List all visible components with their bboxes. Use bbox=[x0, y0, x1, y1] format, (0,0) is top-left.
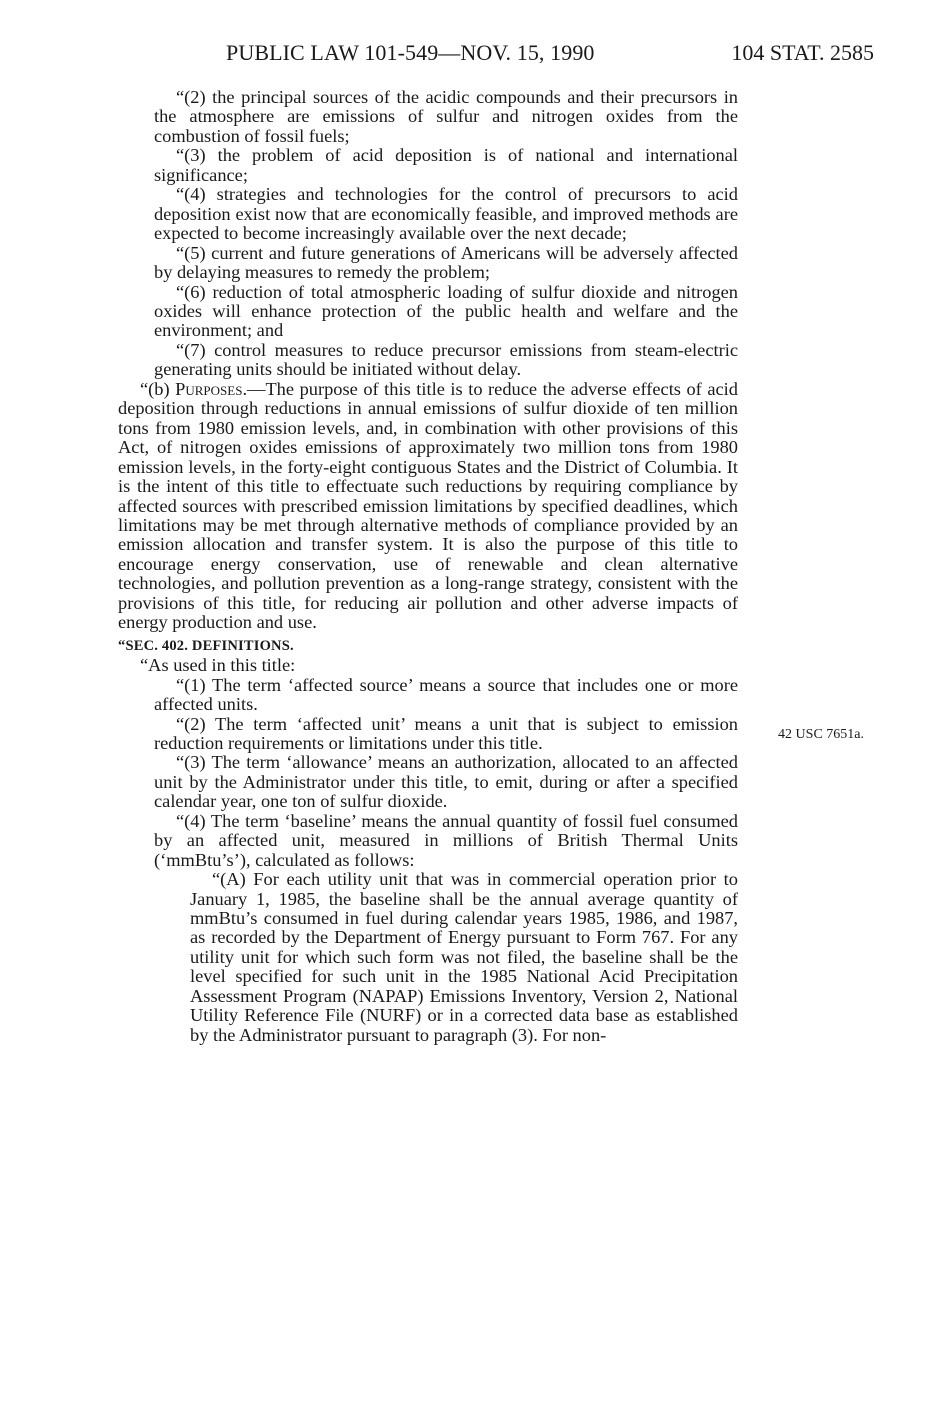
purposes-paragraph bbox=[118, 380, 738, 633]
running-header-title: PUBLIC LAW 101-549—NOV. 15, 1990 bbox=[226, 40, 595, 65]
finding-paragraph: “(2) the principal sources of the acidic compounds and their precursors in the atmosphere are emissions of sulfur and nitrogen oxides from the combustion of fossil fuels; bbox=[154, 87, 738, 146]
section-heading: “SEC. 402. DEFINITIONS. bbox=[118, 637, 294, 654]
purposes-heading: Purposes. bbox=[175, 378, 248, 399]
finding-paragraph: “(3) the problem of acid deposition is of national and international significance; bbox=[154, 145, 738, 185]
finding-paragraph: “(5) current and future generations of Americans will be adversely affected by delaying measures to remedy the problem; bbox=[154, 242, 738, 283]
margin-citation: 42 USC 7651a. bbox=[778, 727, 864, 742]
purposes-text: —The purpose of this title is to reduce the adverse effects of acid deposition through reductions in annual emissions of sulfur dioxide of ten million tons from 1980 emission levels, and, in combination with other provisions of this Act, of nitrogen oxides emissions of approximately two million tons from 1980 emission levels, in the forty-eight contiguous States and the District of Columbia. It is the intent of this title to effectuate such reductions by requiring compliance by affected sources with prescribed emission limitations by specified deadlines, which limitations may be met through alternative methods of compliance provided by an emission allocation and transfer system. It is also the purpose of this title to encourage energy conservation, use of renewable and clean alternative technologies, and pollution prevention as a long-range strategy, consistent with the provisions of this title, for reducing air pollution and other adverse impacts of energy production and use. bbox=[118, 378, 738, 633]
purposes-prefix: “(b) bbox=[140, 378, 176, 399]
document-body bbox=[118, 88, 738, 1045]
page-number: 104 STAT. 2585 bbox=[731, 40, 874, 65]
subparagraph-a: “(A) For each utility unit that was in commercial operation prior to January 1, 1985, the baseline shall be the annual average quantity of mmBtu’s consumed in fuel during calendar years 1985, 1986, and 1987, as recorded by the Department of Energy pursuant to Form 767. For any utility unit for which such form was not filed, the baseline shall be the level specified for such unit in the 1985 National Acid Precipitation Assessment Program (NAPAP) Emissions Inventory, Version 2, National Utility Reference File (NURF) or in a corrected data base as established by the Administrator pursuant to paragraph (3). For non- bbox=[190, 869, 738, 1045]
finding-paragraph: “(6) reduction of total atmospheric loading of sulfur dioxide and nitrogen oxides will enhance protection of the public health and welfare and the environment; and bbox=[154, 281, 738, 341]
finding-paragraph: “(7) control measures to reduce precursor emissions from steam-electric generating units should be initiated without delay. bbox=[154, 339, 738, 380]
definition-paragraph: “(1) The term ‘affected source’ means a source that includes one or more affected units. bbox=[154, 674, 738, 715]
definition-paragraph: “(4) The term ‘baseline’ means the annual quantity of fossil fuel consumed by an affected unit, measured in millions of British Thermal Units (‘mmBtu’s’), calculated as follows: bbox=[154, 810, 738, 870]
definitions-intro: “As used in this title: bbox=[140, 655, 296, 676]
finding-paragraph: “(4) strategies and technologies for the control of precursors to acid deposition exist now that are economically feasible, and improved methods are expected to become increasingly available over the next decade; bbox=[154, 184, 738, 244]
definition-paragraph: “(3) The term ‘allowance’ means an authorization, allocated to an affected unit by the Administrator under this title, to emit, during or after a specified calendar year, one ton of sulfur dioxide. bbox=[154, 752, 738, 812]
definition-paragraph: “(2) The term ‘affected unit’ means a unit that is subject to emission reduction requirements or limitations under this title. bbox=[154, 713, 738, 753]
